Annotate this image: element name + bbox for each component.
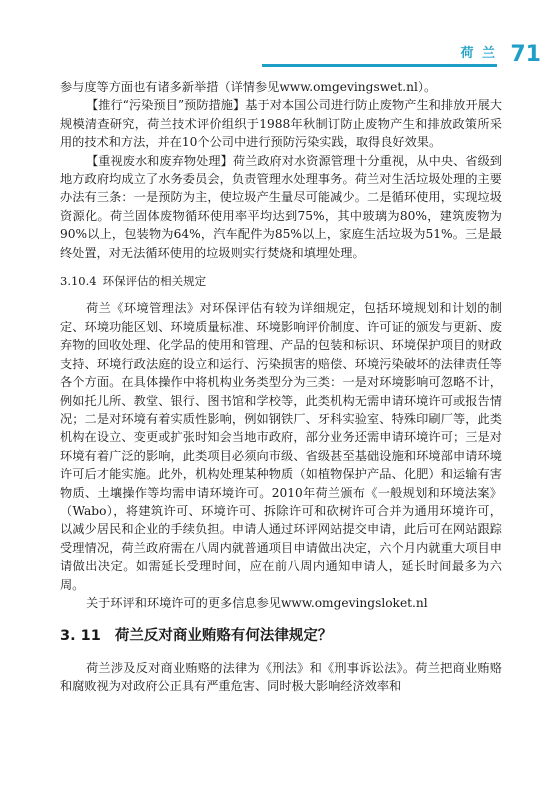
page-header (0, 30, 559, 80)
paragraph-waste-treatment: 【重视废水和废弃物处理】荷兰政府对水资源管理十分重视，从中央、省级到地方政府均成立了水务委员会，负责管理水处理事务。荷兰对生活垃圾处理的主要办法有三条：一是预防为主，使垃圾产生量尽可能减少。二是循环使用，实现垃圾资源化。荷兰固体废物循环使用率平均达到75%，其中玻璃为80%，建筑废物为90%以上，包装物为64%，汽车配件为85%以上，家庭生活垃圾为51%。三是最终处置，对无法循环使用的垃圾则实行焚烧和填埋处理。 (60, 153, 502, 260)
page-number: 71 (510, 42, 541, 67)
section-number: 3. 11 (60, 628, 101, 645)
section-heading (60, 627, 502, 645)
paragraph-pollution-prevention: 【推行“污染预目”预防措施】基于对本国公司进行防止废物产生和排放开展大规模清查研究，荷兰技术评价组织于1988年秋制订防止废物产生和排放政策所采用的技术和方法，并在10个公司中进行预防污染实践，取得良好效果。 (60, 98, 502, 150)
section-title: 荷兰反对商业贿赂有何法律规定？ (114, 628, 333, 645)
subsection-heading (60, 272, 502, 290)
header-country-title: 荷 兰 (460, 46, 497, 61)
header-rule (262, 64, 497, 67)
page-body (60, 78, 502, 696)
paragraph-more-info: 关于环评和环境许可的更多信息参见www.omgevingsloket.nl (86, 595, 428, 610)
subsection-number: 3.10.4 (60, 274, 97, 289)
subsection-title: 环保评估的相关规定 (102, 274, 207, 289)
paragraph-continuation: 参与度等方面也有诸多新举措（详情参见www.omgevingswet.nl）。 (60, 80, 437, 94)
paragraph-anti-bribery: 荷兰涉及反对商业贿赂的法律为《刑法》和《刑事诉讼法》。荷兰把商业贿赂和腐败视为对政府公正具有严重危害、同时极大影响经济效率和 (60, 660, 502, 694)
paragraph-environmental-assessment: 荷兰《环境管理法》对环保评估有较为详细规定，包括环境规划和计划的制定、环境功能区划、环境质量标准、环境影响评价制度、许可证的颁发与更新、废弃物的回收处理、化学品的使用和管理、产品的包装和标识、环境保护项目的财政支持、环境行政法庭的设立和运行、污染损害的赔偿、环境污染破坏的法律责任等各个方面。在具体操作中将机构业务类型分为三类：一是对环境影响可忽略不计，例如托儿所、教堂、银行、图书馆和学校等，此类机构无需申请环境许可或报告情况；二是对环境有着实质性影响，例如钢铁厂、牙科实验室、特殊印刷厂等，此类机构在设立、变更或扩张时知会当地市政府，部分业务还需申请环境许可；三是对环境有着广泛的影响，此类项目必须向市级、省级甚至基础设施和环境部申请环境许可后才能实施。此外，机构处理某种物质（如植物保护产品、化肥）和运输有害物质、土壤操作等均需申请环境许可。2010年荷兰颁布《一般规划和环境法案》（Wabo），将建筑许可、环境许可、拆除许可和砍树许可合并为通用环境许可，以减少居民和企业的手续负担。申请人通过环评网站提交申请，此后可在网站跟踪受理情况，荷兰政府需在八周内就普通项目申请做出决定，六个月内就重大项目申请做出决定。如需延长受理时间，应在前八周内通知申请人，延长时间最多为六周。 (60, 301, 502, 592)
